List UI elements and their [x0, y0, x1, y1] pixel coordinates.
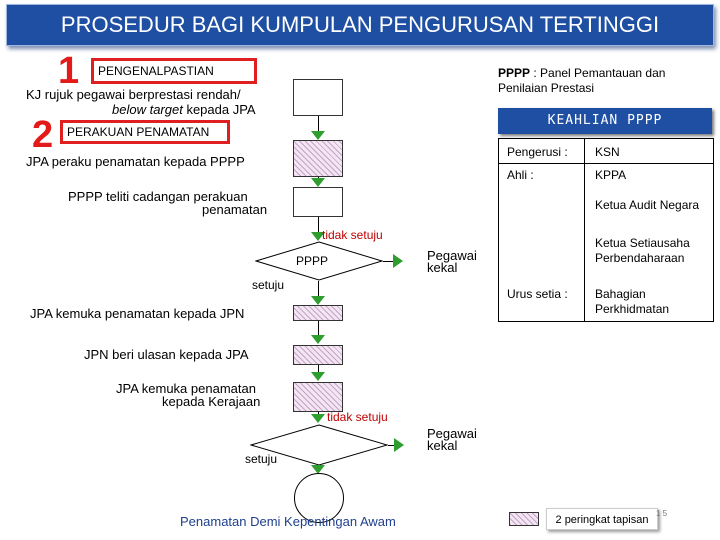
step6-text-line1: JPA kemuka penamatan — [116, 381, 256, 396]
membership-table — [498, 138, 714, 322]
process-box-2 — [293, 140, 343, 177]
pppp-definition: PPPP : Panel Pemantauan dan Penilaian Prestasi — [498, 66, 666, 95]
table-divider — [584, 139, 585, 321]
flow-arrow-icon — [311, 178, 325, 187]
decision-pppp-label: PPPP — [296, 254, 329, 268]
setuju-label-2: setuju — [245, 452, 278, 466]
pegawai-kekal-2-line1: Pegawai — [427, 426, 477, 441]
table-cell-member: Ketua Audit Negara — [595, 198, 700, 212]
process-box-5 — [293, 345, 343, 365]
step-number-1: 1 — [58, 50, 80, 92]
table-cell-member: Ketua Setiausaha Perbendaharaan — [595, 236, 690, 265]
step6-text-line2: kepada Kerajaan — [162, 394, 261, 409]
table-cell-member: KSN — [595, 145, 620, 159]
process-box-1 — [293, 79, 343, 116]
flow-arrow-icon — [311, 131, 325, 140]
membership-header: KEAHLIAN PPPP — [498, 108, 712, 134]
flow-arrow-icon — [311, 414, 325, 423]
process-box-6 — [293, 382, 343, 412]
tidak-setuju-label-1: tidak setuju — [322, 228, 383, 242]
flow-arrow-icon — [311, 335, 325, 344]
step4-text: JPA kemuka penamatan kepada JPN — [30, 306, 245, 321]
label-perakuan-penamatan: PERAKUAN PENAMATAN — [60, 120, 230, 144]
step3-text-line2: penamatan — [202, 202, 268, 217]
connector — [318, 217, 319, 233]
flow-arrow-icon — [311, 296, 325, 305]
label-pengenalpastian: PENGENALPASTIAN — [91, 58, 257, 84]
table-cell-role: Ahli : — [507, 168, 534, 182]
pegawai-kekal-1-line2: kekal — [427, 260, 458, 275]
table-divider — [499, 163, 713, 164]
slide-number: 1 5 — [656, 509, 668, 518]
process-box-3 — [293, 187, 343, 217]
connector — [318, 116, 319, 132]
table-cell-role: Pengerusi : — [507, 145, 568, 159]
flow-arrow-icon — [393, 254, 403, 268]
page-title: PROSEDUR BAGI KUMPULAN PENGURUSAN TERTINGGI — [6, 4, 714, 46]
step5-text: JPN beri ulasan kepada JPA — [84, 347, 249, 362]
pegawai-kekal-2-line2: kekal — [427, 438, 458, 453]
table-cell-member: KPPA — [595, 168, 627, 182]
step1-text-line2: below target kepada JPA — [112, 102, 256, 117]
step-number-2: 2 — [32, 114, 54, 156]
final-outcome-text: Penamatan Demi Kepentingan Awam — [180, 514, 396, 529]
setuju-label-1: setuju — [252, 278, 285, 292]
step3-text-line1: PPPP teliti cadangan perakuan — [68, 189, 248, 204]
flow-arrow-icon — [394, 438, 404, 452]
legend-hatch-swatch — [509, 512, 539, 526]
pegawai-kekal-1-line1: Pegawai — [427, 248, 477, 263]
tidak-setuju-label-2: tidak setuju — [327, 410, 388, 424]
process-box-4 — [293, 305, 343, 321]
step1-text-line1: KJ rujuk pegawai berprestasi rendah/ — [26, 87, 241, 102]
legend-caption: 2 peringkat tapisan — [546, 508, 658, 530]
flow-arrow-icon — [311, 372, 325, 381]
step2-text: JPA peraku penamatan kepada PPPP — [26, 154, 245, 169]
table-cell-member: Bahagian Perkhidmatan — [595, 287, 670, 316]
table-cell-role: Urus setia : — [507, 287, 568, 301]
